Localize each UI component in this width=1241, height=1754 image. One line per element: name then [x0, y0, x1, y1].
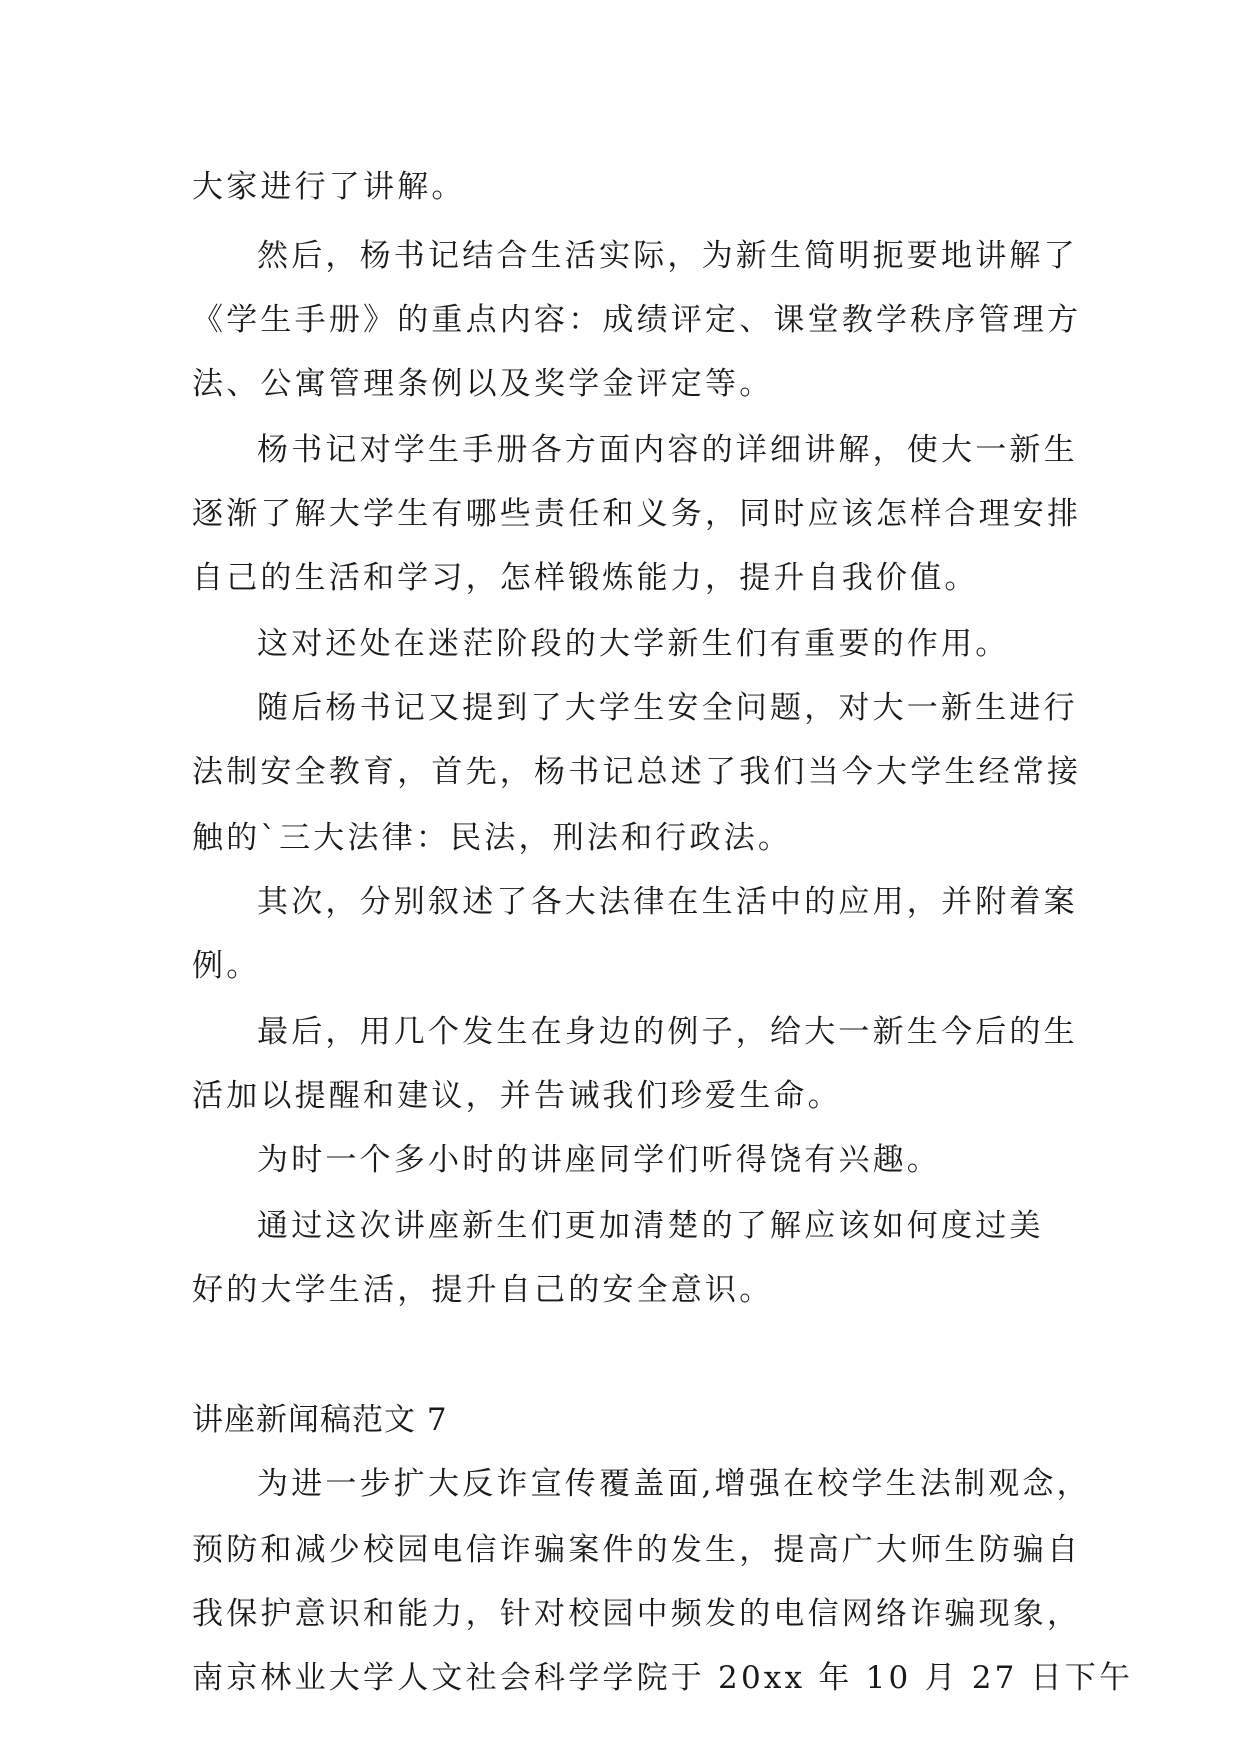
text-line: 预防和减少校园电信诈骗案件的发生，提高广大师生防骗自	[192, 1532, 1082, 1568]
text-line: 杨书记对学生手册各方面内容的详细讲解，使大一新生	[257, 432, 1078, 468]
text-line: 为进一步扩大反诈宣传覆盖面,增强在校学生法制观念，	[257, 1466, 1091, 1502]
text-line: 最后，用几个发生在身边的例子，给大一新生今后的生	[257, 1014, 1078, 1050]
text-line: 触的`三大法律：民法，刑法和行政法。	[192, 820, 793, 856]
text-line: 为时一个多小时的讲座同学们听得饶有兴趣。	[257, 1142, 941, 1178]
text-line: 这对还处在迷茫阶段的大学新生们有重要的作用。	[257, 626, 1010, 662]
text-line: 大家进行了讲解。	[192, 169, 466, 205]
text-line: 自己的生活和学习，怎样锻炼能力，提升自我价值。	[192, 560, 979, 596]
text-line: 好的大学生活，提升自己的安全意识。	[192, 1272, 774, 1308]
text-line: 南京林业大学人文社会科学学院于 20xx 年 10 月 27 日下午	[192, 1660, 1134, 1696]
section-heading: 讲座新闻稿范文 7	[192, 1402, 448, 1438]
text-line: 活加以提醒和建议，并告诫我们珍爱生命。	[192, 1078, 842, 1114]
text-line: 然后，杨书记结合生活实际，为新生简明扼要地讲解了	[257, 238, 1078, 274]
text-line: 法、公寓管理条例以及奖学金评定等。	[192, 366, 774, 402]
text-line: 逐渐了解大学生有哪些责任和义务，同时应该怎样合理安排	[192, 496, 1082, 532]
text-line: 法制安全教育，首先，杨书记总述了我们当今大学生经常接	[192, 754, 1082, 790]
text-line: 例。	[192, 948, 261, 984]
text-line: 其次，分别叙述了各大法律在生活中的应用，并附着案	[257, 884, 1078, 920]
text-line: 我保护意识和能力，针对校园中频发的电信网络诈骗现象，	[192, 1596, 1082, 1632]
text-line: 《学生手册》的重点内容：成绩评定、课堂教学秩序管理方	[192, 302, 1082, 338]
text-line: 通过这次讲座新生们更加清楚的了解应该如何度过美	[257, 1208, 1044, 1244]
text-line: 随后杨书记又提到了大学生安全问题，对大一新生进行	[257, 690, 1078, 726]
